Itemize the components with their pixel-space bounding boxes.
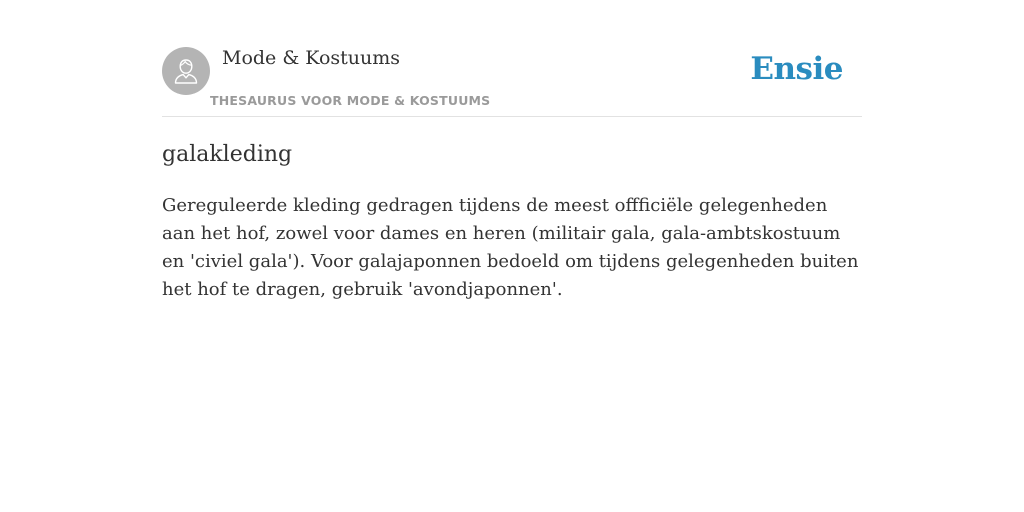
entry-definition: Gereguleerde kleding gedragen tijdens de meest offficiële gelegenheden aan het hof, zowel voor dames en heren (militair gala, gala-ambtskostuum en 'civiel gala'). Voor galajaponnen bedoeld om tijdens gelegenheden buiten het hof te dragen, gebruik 'avondjaponnen'. [162, 195, 859, 300]
header [162, 0, 862, 117]
page [162, 0, 862, 512]
user-icon [171, 56, 201, 86]
brand-logo[interactable]: Ensie [750, 51, 843, 87]
entry-term: galakleding [162, 142, 293, 167]
site-title[interactable]: Mode & Kostuums [222, 47, 401, 69]
site-subtitle: THESAURUS VOOR MODE & KOSTUUMS [210, 93, 491, 108]
avatar[interactable] [162, 47, 210, 95]
